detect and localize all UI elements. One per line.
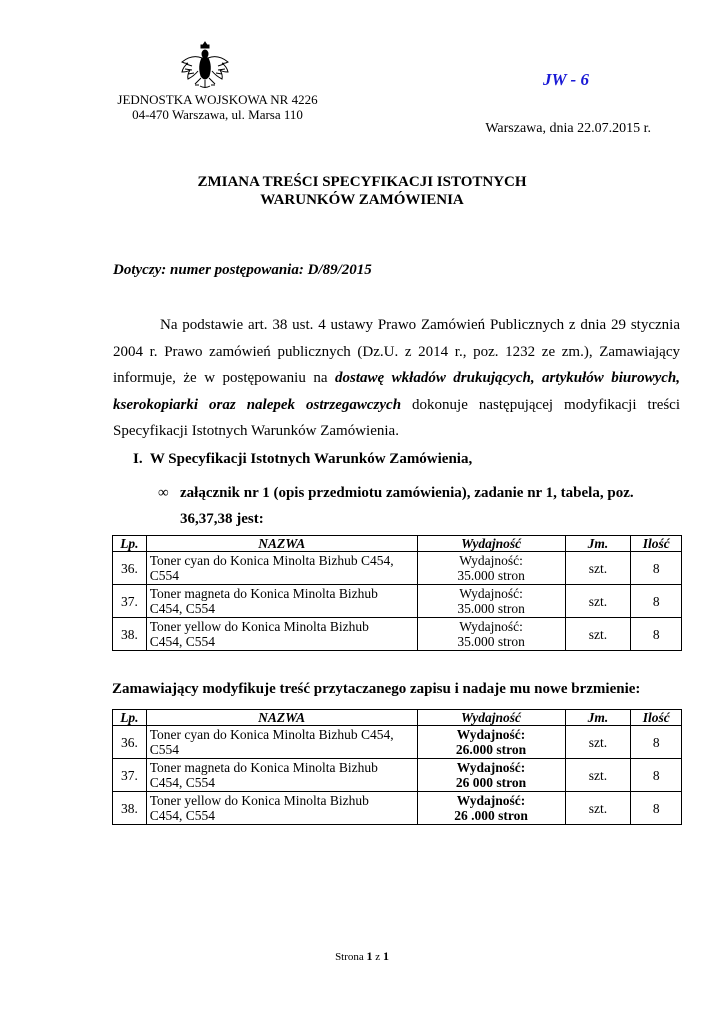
cell-wyd-label: Wydajność: [459, 619, 523, 634]
section-number: I. [133, 451, 143, 467]
body-text-2: dokonuje następującej modyfikacji treści Specyfikacji Istotnych Warunków Zamówienia. [113, 396, 681, 439]
cell-name-line2: C454, C554 [149, 634, 216, 649]
cell-wyd-label: Wydajność: [456, 760, 526, 775]
header-jm: Jm. [565, 536, 631, 552]
header-wydajnosc: Wydajność [417, 710, 565, 726]
cell-wyd-value: 26.000 stron [455, 742, 527, 757]
header-lp: Lp. [113, 536, 147, 552]
header-ilosc: Ilość [631, 710, 682, 726]
cell-lp: 37. [113, 585, 147, 618]
footer-page: 1 [366, 949, 373, 963]
cell-name-line1: Toner yellow do Konica Minolta Bizhub [149, 619, 369, 634]
cell-wyd-label: Wydajność: [459, 586, 523, 601]
cell-wydajnosc [417, 726, 565, 759]
cell-wyd-label: Wydajność: [456, 727, 526, 742]
unit-address: 04-470 Warszawa, ul. Marsa 110 [132, 107, 303, 122]
cell-qty: 8 [631, 618, 682, 651]
cell-name-line1: Toner cyan do Konica Minolta Bizhub C454, [149, 727, 394, 742]
cell-name [146, 552, 417, 585]
page-footer [0, 949, 724, 964]
cell-name [146, 618, 417, 651]
table-after [112, 709, 682, 825]
table-row [113, 792, 682, 825]
cell-name-line1: Toner magneta do Konica Minolta Bizhub [149, 760, 378, 775]
cell-lp: 38. [113, 792, 147, 825]
footer-total: 1 [382, 949, 389, 963]
cell-name [146, 759, 417, 792]
table-row [113, 552, 682, 585]
unit-name: JEDNOSTKA WOJSKOWA NR 4226 [117, 92, 318, 107]
cell-wyd-label: Wydajność: [459, 553, 523, 568]
header-jm: Jm. [565, 710, 631, 726]
document-title-line2: WARUNKÓW ZAMÓWIENIA [260, 192, 464, 208]
cell-qty: 8 [631, 759, 682, 792]
cell-name-line1: Toner yellow do Konica Minolta Bizhub [149, 793, 369, 808]
document-title-line1: ZMIANA TREŚCI SPECYFIKACJI ISTOTNYCH [197, 174, 527, 190]
table-header-row [113, 710, 682, 726]
cell-qty: 8 [631, 552, 682, 585]
footer-sep: z [375, 951, 381, 963]
cell-jm: szt. [565, 759, 631, 792]
cell-wyd-value: 26 .000 stron [454, 808, 528, 823]
table-row [113, 726, 682, 759]
table-row [113, 759, 682, 792]
cell-jm: szt. [565, 585, 631, 618]
cell-qty: 8 [631, 585, 682, 618]
section-title: W Specyfikacji Istotnych Warunków Zamówienia, [149, 451, 473, 467]
cell-lp: 37. [113, 759, 147, 792]
header-lp: Lp. [113, 710, 147, 726]
cell-qty: 8 [631, 726, 682, 759]
cell-wyd-value: 35.000 stron [457, 634, 525, 649]
cell-name-line2: C454, C554 [149, 601, 216, 616]
cell-jm: szt. [565, 792, 631, 825]
cell-name-line2: C554 [149, 568, 180, 583]
cell-wyd-value: 26 000 stron [455, 775, 527, 790]
body-paragraph [113, 312, 680, 445]
eagle-emblem-icon [178, 40, 232, 90]
header-name: NAZWA [146, 710, 417, 726]
table-header-row [113, 536, 682, 552]
header-name: NAZWA [146, 536, 417, 552]
body-emphasis: dostawę wkładów drukujących, artykułów biurowych, kserokopiarki oraz nalepek ostrzegawczych [113, 370, 680, 413]
cell-lp: 38. [113, 618, 147, 651]
bullet-infinity-icon: ∞ [158, 485, 169, 501]
cell-wydajnosc [417, 585, 565, 618]
cell-wydajnosc [417, 552, 565, 585]
subject-line: Dotyczy: numer postępowania: D/89/2015 [113, 262, 372, 278]
body-text-1: Na podstawie art. 38 ust. 4 ustawy Prawo Zamówień Publicznych z dnia 29 stycznia 2004 r. Prawo zamówień publicznych (Dz.U. z 2014 r., poz. 1232 ze zm.), Zamawiający informuje, że w postępowaniu na [113, 317, 680, 386]
document-code: JW - 6 [543, 70, 589, 89]
table-row [113, 585, 682, 618]
modify-heading: Zamawiający modyfikuje treść przytaczanego zapisu i nadaje mu nowe brzmienie: [112, 681, 641, 697]
header-wydajnosc: Wydajność [417, 536, 565, 552]
cell-name-line1: Toner magneta do Konica Minolta Bizhub [149, 586, 378, 601]
cell-wydajnosc [417, 792, 565, 825]
cell-jm: szt. [565, 552, 631, 585]
cell-jm: szt. [565, 618, 631, 651]
table-before [112, 535, 682, 651]
section-heading [133, 451, 472, 468]
bullet-text: załącznik nr 1 (opis przedmiotu zamówienia), zadanie nr 1, tabela, poz. [180, 485, 634, 501]
bullet-continuation: 36,37,38 jest: [180, 511, 264, 527]
cell-wydajnosc [417, 618, 565, 651]
cell-wydajnosc [417, 759, 565, 792]
cell-name-line2: C454, C554 [149, 808, 216, 823]
cell-name-line2: C554 [149, 742, 180, 757]
cell-name [146, 792, 417, 825]
cell-name [146, 585, 417, 618]
cell-wyd-label: Wydajność: [456, 793, 526, 808]
bullet-item [158, 480, 680, 532]
cell-qty: 8 [631, 792, 682, 825]
cell-name-line2: C454, C554 [149, 775, 216, 790]
cell-name [146, 726, 417, 759]
table-row [113, 618, 682, 651]
cell-name-line1: Toner cyan do Konica Minolta Bizhub C454, [149, 553, 394, 568]
cell-wyd-value: 35.000 stron [457, 601, 525, 616]
cell-lp: 36. [113, 726, 147, 759]
cell-wyd-value: 35.000 stron [457, 568, 525, 583]
cell-jm: szt. [565, 726, 631, 759]
header-ilosc: Ilość [631, 536, 682, 552]
city-date: Warszawa, dnia 22.07.2015 r. [485, 121, 651, 136]
cell-lp: 36. [113, 552, 147, 585]
footer-prefix: Strona [335, 951, 364, 963]
